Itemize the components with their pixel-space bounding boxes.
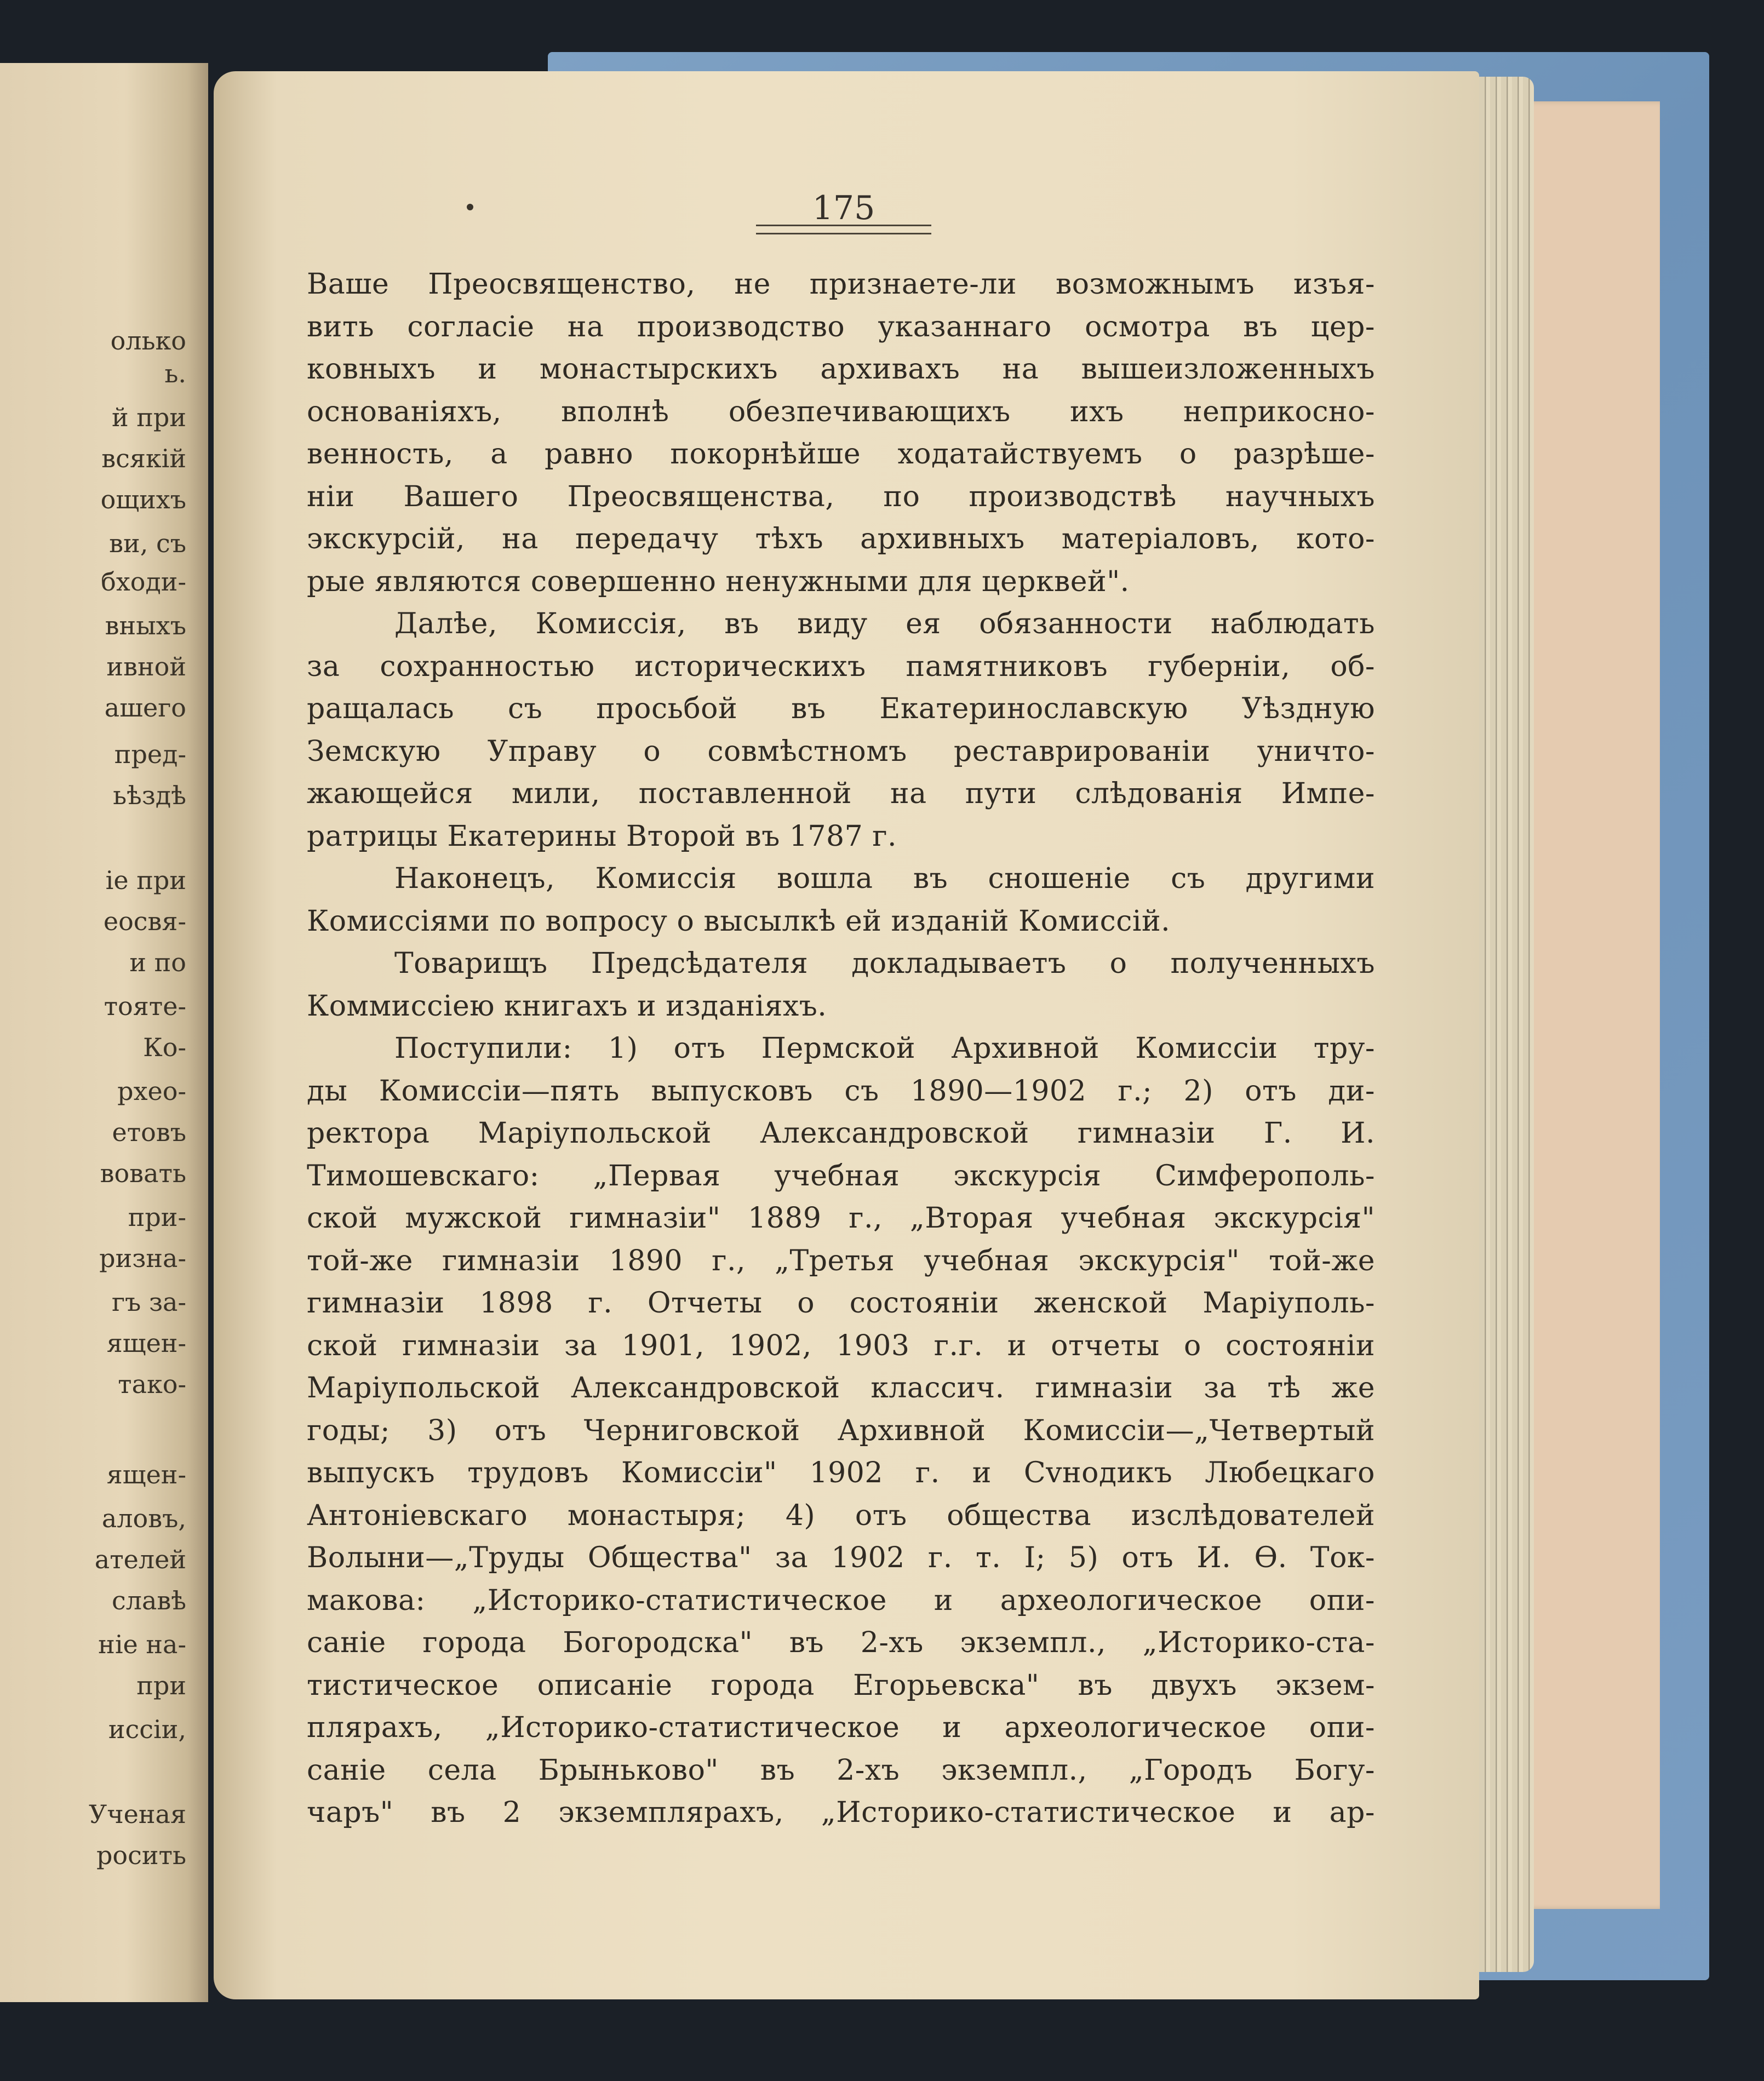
left-page-fragment: славѣ [111, 1586, 186, 1615]
text-line: плярахъ, „Историко-статистическое и археологическое опи- [307, 1711, 1375, 1744]
text-line: ректора Маріупольской Александровской гимназіи Г. И. [307, 1117, 1375, 1150]
left-page-fragment: аловъ, [101, 1504, 186, 1533]
left-page-fragment: рхео- [117, 1076, 186, 1106]
left-page-fragment: еосвя- [103, 907, 186, 936]
left-page-fragment: ящен- [106, 1460, 186, 1489]
text-line: Комиссіями по вопросу о высылкѣ ей изданій Комиссій. [307, 904, 1171, 938]
text-line: Антоніевскаго монастыря; 4) отъ общества изслѣдователей [307, 1499, 1375, 1532]
text-line: чаръ" въ 2 экземплярахъ, „Историко-статистическое и ар- [307, 1796, 1375, 1829]
left-page-fragment: Ученая [89, 1799, 186, 1829]
left-page-fragment: иссіи, [108, 1715, 186, 1744]
text-line: выпускъ трудовъ Комиссіи" 1902 г. и Сvнодикъ Любецкаго [307, 1457, 1375, 1489]
left-page-fragment: ь. [164, 359, 186, 388]
left-page-fragment: вовать [100, 1159, 186, 1188]
text-line: жающейся мили, поставленной на пути слѣдованія Импе- [307, 777, 1375, 810]
text-line: ковныхъ и монастырскихъ архивахъ на вышеизложенныхъ [307, 353, 1375, 386]
page-dot [467, 204, 473, 210]
left-page-fragment: росить [96, 1841, 186, 1870]
text-line: ніи Вашего Преосвященства, по производствѣ научныхъ [307, 480, 1375, 513]
left-page-fragment: при [136, 1671, 186, 1700]
left-page-fragment: ашего [104, 693, 186, 723]
text-line: за сохранностью историческихъ памятниковъ губерніи, об- [307, 650, 1375, 683]
text-line: Товарищъ Предсѣдателя докладываетъ о полученныхъ [394, 947, 1375, 980]
left-page [0, 63, 208, 2002]
left-page-fragment: ивной [106, 652, 186, 681]
text-line: Поступили: 1) отъ Пермской Архивной Комиссіи тру- [394, 1032, 1375, 1065]
page-number: 175 [812, 189, 875, 227]
left-page-fragment: етовъ [112, 1117, 186, 1147]
left-page-fragment: ви, съ [109, 529, 186, 558]
text-line: основаніяхъ, вполнѣ обезпечивающихъ ихъ неприкосно- [307, 395, 1375, 428]
left-page-fragment: тако- [118, 1369, 186, 1399]
left-page-fragment: бходи- [101, 567, 186, 597]
left-page-fragment: іе при [105, 865, 186, 895]
text-line: макова: „Историко-статистическое и археологическое опи- [307, 1584, 1375, 1617]
text-line: ращалась съ просьбой въ Екатеринославскую Уѣздную [307, 692, 1375, 725]
text-line: годы; 3) отъ Черниговской Архивной Комиссіи—„Четвертый [307, 1414, 1375, 1447]
text-line: тистическое описаніе города Егорьевска" въ двухъ экзем- [307, 1669, 1375, 1702]
text-line: рые являются совершенно ненужными для церквей". [307, 565, 1130, 598]
text-line: Маріупольской Александровской классич. гимназіи за тѣ же [307, 1372, 1375, 1404]
left-page-fragment: всякій [101, 444, 186, 473]
left-page-fragment: ризна- [99, 1243, 186, 1273]
left-page-fragment: пред- [114, 739, 186, 769]
text-line: Волыни—„Труды Общества" за 1902 г. т. I; 5) отъ И. Ѳ. Ток- [307, 1541, 1375, 1574]
text-line: ской гимназіи за 1901, 1902, 1903 г.г. и отчеты о состояніи [307, 1329, 1375, 1362]
left-page-fragment: ьѣздѣ [113, 781, 186, 810]
text-line: Ваше Преосвященство, не признаете-ли возможнымъ изъя- [307, 268, 1375, 301]
text-line: Земскую Управу о совмѣстномъ реставрированіи уничто- [307, 735, 1375, 768]
text-line: гимназіи 1898 г. Отчеты о состояніи женской Маріуполь- [307, 1287, 1375, 1320]
text-line: Коммиссіею книгахъ и изданіяхъ. [307, 989, 827, 1023]
left-page-fragment: ніе на- [98, 1630, 186, 1659]
text-line: той-же гимназіи 1890 г., „Третья учебная экскурсія" той-же [307, 1244, 1375, 1277]
left-page-fragment: вныхъ [105, 611, 186, 640]
left-page-fragment: тояте- [104, 991, 186, 1021]
left-page-fragment: олько [110, 326, 186, 356]
text-line: Тимошевскаго: „Первая учебная экскурсія Симферополь- [307, 1159, 1375, 1193]
left-page-fragment: ощихъ [100, 485, 186, 514]
left-page-fragment: гъ за- [111, 1287, 186, 1317]
text-line: саніе города Богородска" въ 2-хъ экземпл., „Историко-ста- [307, 1626, 1375, 1659]
text-line: Наконецъ, Комиссія вошла въ сношеніе съ другими [394, 862, 1375, 895]
left-page-fragment: и по [129, 948, 186, 977]
left-page-fragment: Ко- [143, 1033, 186, 1062]
text-line: вить согласіе на производство указаннаго осмотра въ цер- [307, 310, 1375, 343]
text-line: экскурсій, на передачу тѣхъ архивныхъ матеріаловъ, кото- [307, 523, 1375, 555]
left-page-fragment: й при [111, 403, 186, 432]
text-line: ской мужской гимназіи" 1889 г., „Вторая учебная экскурсія" [307, 1202, 1375, 1235]
left-page-fragment: ящен- [106, 1328, 186, 1358]
text-line: ды Комиссіи—пять выпусковъ съ 1890—1902 г.; 2) отъ ди- [307, 1074, 1375, 1108]
left-page-fragment: при- [128, 1202, 186, 1232]
page-number-rule [756, 225, 931, 234]
text-line: венность, а равно покорнѣйше ходатайствуемъ о разрѣше- [307, 438, 1375, 471]
text-line: саніе села Брыньково" въ 2-хъ экземпл., „Городъ Богу- [307, 1753, 1375, 1787]
text-line: ратрицы Екатерины Второй въ 1787 г. [307, 819, 897, 853]
left-page-fragment: ателей [94, 1545, 186, 1574]
text-line: Далѣе, Комиссія, въ виду ея обязанности наблюдать [394, 607, 1375, 640]
